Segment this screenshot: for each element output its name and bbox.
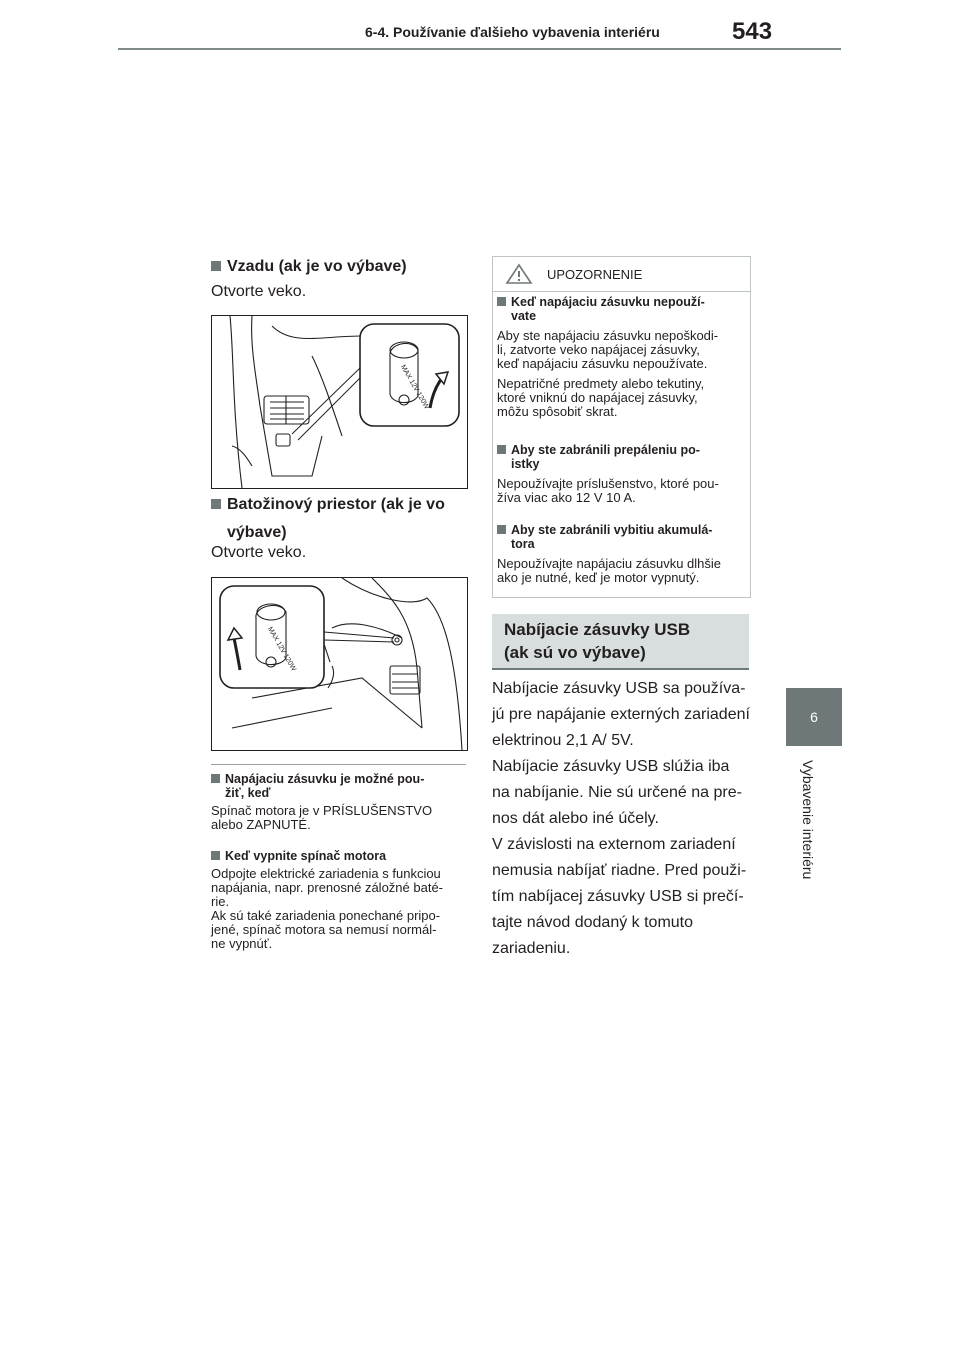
rear-cap-lettering: MAX 12V 120W [399, 363, 430, 411]
warning-triangle-icon [505, 263, 533, 285]
rear-outlet-illustration [212, 316, 467, 488]
chapter-title: Vybavenie interiéru [800, 760, 816, 880]
caution-item-not-in-use: Keď napájaciu zásuvku nepouží- vate Aby ste napájaciu zásuvku nepoškodi- li, zatvorte veko napájacej zásuvky, keď napájaciu zásuvku nepoužívate. Nepatričné predmety alebo tekutiny, ktoré vniknú do napájacej zásuvky, môžu spôsobiť skrat. [497, 295, 719, 419]
chapter-label [786, 760, 842, 900]
caution-item-battery: Aby ste zabránili vybitiu akumulá- tora Nepoužívajte napájaciu zásuvku dlhšie ako je nutné, keď je motor vypnutý. [497, 523, 722, 585]
caution-header [493, 257, 750, 292]
notes-divider [211, 764, 466, 765]
chapter-tab[interactable] [786, 688, 842, 746]
caution-title: UPOZORNENIE [547, 266, 643, 282]
page-number: 543 [732, 18, 773, 45]
bullet-square-icon [211, 774, 220, 783]
section-title: 6-4. Používanie ďalšieho vybavenia interiéru [365, 24, 660, 40]
bullet-square-icon [497, 525, 506, 534]
bullet-square-icon [211, 851, 220, 860]
rear-heading: Vzadu (ak je vo výbave) [211, 258, 407, 276]
rear-text: Otvorte veko. [211, 283, 307, 300]
trunk-text: Otvorte veko. [211, 544, 307, 561]
usb-section-title: Nabíjacie zásuvky USB (ak sú vo výbave) [492, 614, 749, 670]
note-turn-off-engine: Keď vypnite spínač motora Odpojte elektrické zariadenia s funkciou napájania, napr. prenosné záložné baté- rie. Ak sú také zariadenia ponechané pripo- jené, spínač motora sa nemusí normál- ne vypnúť. [211, 849, 444, 951]
bullet-square-icon [211, 261, 221, 271]
rear-outlet-figure [211, 315, 468, 489]
trunk-outlet-illustration [212, 578, 467, 750]
bullet-square-icon [497, 297, 506, 306]
caution-box [492, 256, 751, 598]
usb-description: Nabíjacie zásuvky USB sa používa- jú pre napájanie externých zariadení elektrinou 2,1 A/ 5V. Nabíjacie zásuvky USB slúžia iba na nabíjanie. Nie sú určené na pre- nos dát alebo iné účely. V závislosti na externom zariadení nemusia nabíjať riadne. Pred použi- tím nabíjacej zásuvky USB si prečí- tajte návod dodaný k tomuto zariadeniu. [492, 680, 750, 957]
bullet-square-icon [211, 499, 221, 509]
chapter-number: 6 [810, 709, 818, 725]
note-usable-when: Napájaciu zásuvku je možné pou- žiť, keď Spínač motora je v PRÍSLUŠENSTVO alebo ZAPNUTÉ. [211, 772, 433, 832]
bullet-square-icon [497, 445, 506, 454]
trunk-outlet-figure [211, 577, 468, 751]
trunk-heading: Batožinový priestor (ak je vo výbave) [211, 496, 445, 542]
trunk-cap-lettering: MAX 12V 120W [266, 625, 297, 673]
caution-item-fuse: Aby ste zabránili prepáleniu po- istky Nepoužívajte príslušenstvo, ktoré pou- žíva viac ako 12 V 10 A. [497, 443, 719, 505]
header-divider [118, 48, 841, 50]
